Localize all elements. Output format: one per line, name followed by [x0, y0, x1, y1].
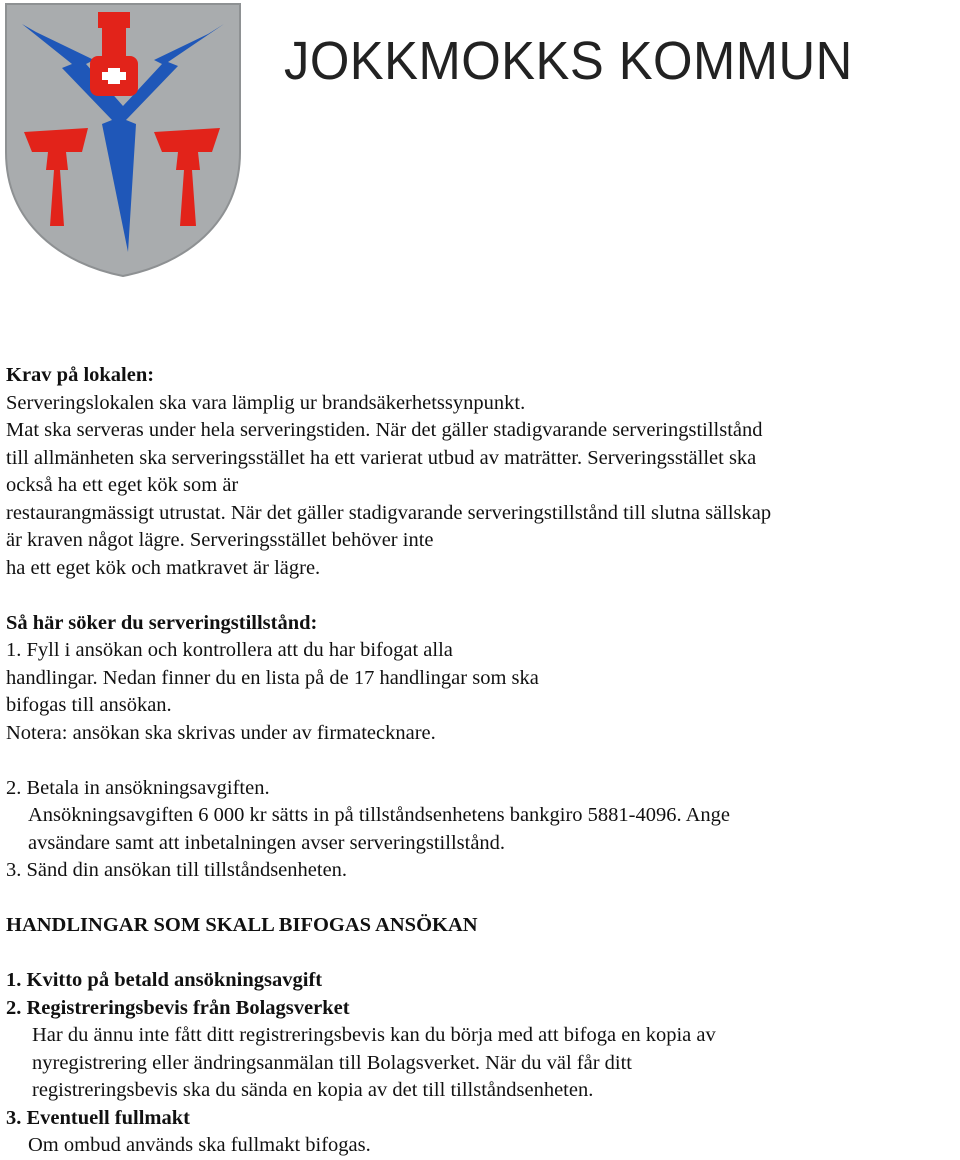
page-header — [0, 0, 960, 290]
document-item-title: 3. Eventuell fullmakt — [6, 1106, 190, 1129]
document-item-line: Om ombud används ska fullmakt bifogas. — [28, 1134, 371, 1156]
section-heading: Krav på lokalen: — [6, 364, 155, 386]
step-title: 2. Betala in ansökningsavgiften. — [6, 776, 270, 799]
document-item-title: 1. Kvitto på betald ansökningsavgift — [6, 969, 323, 991]
municipal-coat-of-arms-icon — [2, 2, 244, 278]
section-heading: Så här söker du serveringstillstånd: — [6, 611, 318, 634]
step-line: Notera: ansökan ska skrivas under av firmatecknare. — [6, 721, 436, 744]
step-line: 1. Fyll i ansökan och kontrollera att du har bifogat alla — [6, 639, 453, 661]
spacer — [6, 582, 946, 610]
paragraph-line: också ha ett eget kök som är — [6, 474, 239, 496]
step-line: Ansökningsavgiften 6 000 kr sätts in på tillståndsenhetens bankgiro 5881-4096. Ange — [28, 804, 731, 826]
document-item-line: nyregistrering eller ändringsanmälan till Bolagsverket. När du väl får ditt — [32, 1051, 633, 1074]
section-how-to-apply — [6, 610, 946, 885]
spacer — [6, 885, 946, 913]
spacer — [6, 747, 946, 775]
document-item-line: registreringsbevis ska du sända en kopia av det till tillståndsenheten. — [32, 1079, 594, 1101]
paragraph-line: restaurangmässigt utrustat. När det gäller stadigvarande serveringstillstånd till slutna sällskap — [6, 501, 772, 524]
step-line: handlingar. Nedan finner du en lista på de 17 handlingar som ska — [6, 666, 539, 689]
section-required-documents — [6, 912, 946, 1160]
paragraph-line: till allmänheten ska serveringsstället ha ett varierat utbud av maträtter. Serveringsstället ska — [6, 446, 757, 469]
spacer — [6, 940, 946, 968]
paragraph-line: är kraven något lägre. Serveringsstället behöver inte — [6, 529, 434, 551]
document-item-line: Har du ännu inte fått ditt registreringsbevis kan du börja med att bifoga en kopia av — [32, 1024, 716, 1046]
step-line: bifogas till ansökan. — [6, 694, 172, 716]
municipality-name: JOKKMOKKS KOMMUN — [284, 31, 853, 91]
paragraph-line: Mat ska serveras under hela serveringstiden. När det gäller stadigvarande serveringstillstånd — [6, 419, 763, 441]
paragraph-line: ha ett eget kök och matkravet är lägre. — [6, 556, 321, 579]
document-body — [6, 362, 946, 1160]
step-line: avsändare samt att inbetalningen avser serveringstillstånd. — [28, 831, 506, 854]
paragraph-line: Serveringslokalen ska vara lämplig ur brandsäkerhetssynpunkt. — [6, 391, 526, 414]
document-item-title: 2. Registreringsbevis från Bolagsverket — [6, 996, 350, 1019]
section-heading: HANDLINGAR SOM SKALL BIFOGAS ANSÖKAN — [6, 914, 478, 936]
step-title: 3. Sänd din ansökan till tillståndsenheten. — [6, 859, 348, 881]
section-premises-requirements — [6, 362, 946, 582]
